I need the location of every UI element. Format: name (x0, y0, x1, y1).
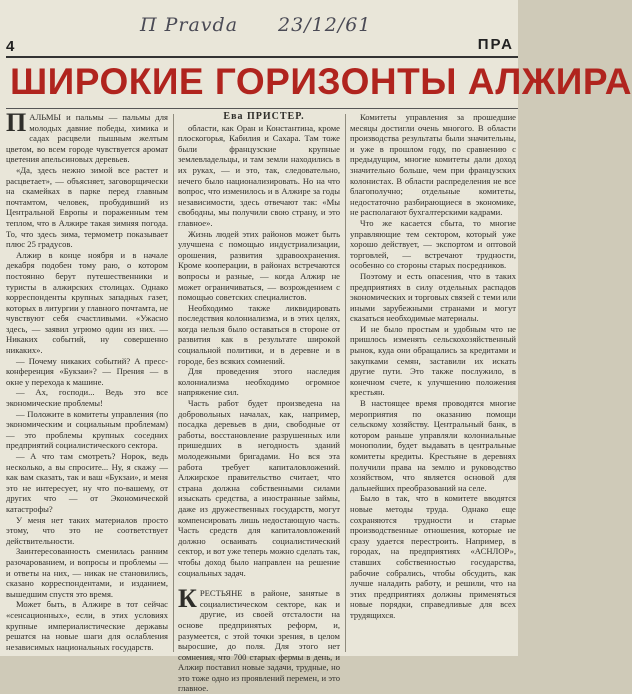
paragraph (178, 303, 340, 367)
paragraph (350, 112, 516, 218)
handwritten-date: 23/12/61 (278, 14, 372, 36)
paragraph-text: области, как Оран и Константина, кроме плоскогорья, Кабилия и Сахара. Там тоже были французские крупные землевладельцы, и там земли находились в их руках, — и это, так, следовательно, нечего было национализировать. Но на что вопрос, что изменилось и в Алжире за годы независимости, здесь отвечают так: «Мы свободны, мы получили свою страну, и это главное». (178, 122, 340, 228)
paragraph-text: — А что там смотреть? Норок, ведь несколько, а вы спросите... Ну, я скажу — как вам сказать, так и ваш «Букзаи», и меня это не интересует, ну что по-вашему, от других что — от Экономической катастрофы? (6, 451, 168, 514)
paragraph (6, 165, 168, 250)
paragraph (350, 218, 516, 271)
paragraph-text: Заинтересованность сменилась ранним разочарованием, и вопросы и проблемы — и ответы на них, — никак не становились, сказано корреспондентами, и изданием, вышедшим спустя это время. (6, 546, 168, 599)
column-divider (345, 114, 346, 652)
section-gap (178, 578, 340, 588)
paragraph-text: «Да, здесь нежно зимой все растет и расцветает», — объясняет, заговорщически на скамейках в парке перед главным почтамтом, человек, пробудивший из Центральной Европы и пораженным тем теплом, что в Алжире такая зимняя погода. То, что здесь зима, термометр показывает плюс 25 градусов. (6, 164, 168, 250)
paragraph-text: — Почему никаких событий? А пресс-конференция «Букзаи»? — Прения — в окне у перехода к машине. (6, 355, 168, 387)
paragraph-text: АЛЬМЫ и пальмы — пальмы для молодых давние победы, химика и садах расцвели пышным желтым цветом, во всем городе чувствуется аромат цветения апельсиновых деревьев. (6, 112, 168, 165)
headline-rule (6, 108, 518, 109)
paragraph (178, 584, 340, 694)
paragraph (6, 515, 168, 547)
paragraph-text: Для проведения этого наследия колониализма необходимо огромное напряжение сил. (178, 366, 340, 398)
paragraph-text: — Ах, господи... Ведь это все экономические проблемы! (6, 387, 168, 409)
paragraph (6, 451, 168, 515)
column-3 (350, 112, 516, 652)
paragraph (178, 229, 340, 303)
paragraph-text: Жизнь людей этих районов может быть улучшена с помощью индустриализации, орошения, развития здравоохранения. Кроме кооперации, в районах встречаются вопросы и разные, — когда Алжир не может ограничиваться, — возрождением с помощью советских специалистов. (178, 228, 340, 303)
paragraph (350, 271, 516, 324)
paragraph-text: Комитеты управления за прошедшие месяцы достигли очень многого. В области производства результаты были значительны, и уже в прошлом году, по сравнению с предыдущим, многие комитеты дали доход значительно больше, чем при французских колонистах. В области распределения не все благополучно; отдельные комитеты, недостаточно разбирающиеся в экономике, не располагают бухгалтерскими кадрами. (350, 112, 516, 218)
paragraph-text: И не было простым и удобным что не пришлось изменять сельскохозяйственный рынок, куда они обращались за кредитами и закупками семян, заставили их искать другие пути. Это также послужило, в конечном счете, к улучшению положения крестьян. (350, 323, 516, 398)
paragraph (178, 123, 340, 229)
drop-cap: К (178, 584, 197, 614)
paragraph (350, 493, 516, 620)
paragraph (350, 398, 516, 493)
paragraph-text: В настоящее время проводятся многие мероприятия по оказанию помощи сельскому хозяйству. Центральный банк, в котором раньше управляли колониальные монополии, будет выдавать в центральные комитеты кредиты. Крестьяне в деревнях получили права на землю и руководство хозяйством, что является основой для дальнейших преобразований на селе. (350, 398, 516, 493)
paragraph-text: Алжир в конце ноября и в начале декабря подобен тому раю, о котором постоянно берут путешественники и туристы в алжирских столицах. Однако корреспонденты крупных западных газет, которых в литургии у главного почтамта, не чувствуют себя счастливыми. «Ужасно здесь, — заявил угрюмо один из них. — Никаких событий, ну совершенно никаких». (6, 249, 168, 356)
paragraph (178, 398, 340, 578)
paragraph-text: У меня нет таких материалов просто этому, что это не соответствует действительности. (6, 514, 168, 546)
paragraph (6, 599, 168, 652)
paragraph (6, 108, 168, 165)
paragraph-text: Необходимо также ликвидировать последствия колониализма, и в этих целях, когда нельзя было оставаться в стороне от развития как в результате широкой социальной политики, и в деревне и в городе, без всяких сомнений. (178, 302, 340, 366)
paragraph-text: — Положите в комитеты управления (по экономическим и социальным проблемам) — это проблемы крупных соседних предприятий социалистического сектора. (6, 408, 168, 451)
paragraph-text: Может быть, в Алжире в тот сейчас «сенсационных», если, в этих условиях крупные империалистические державы решатся на новые шаги для ослабления независимых национальных государств. (6, 599, 168, 652)
page-number: 4 (6, 38, 15, 55)
masthead-fragment: ПРА (477, 36, 514, 53)
article-headline: ШИРОКИЕ ГОРИЗОНТЫ АЛЖИРА (10, 61, 632, 102)
handwritten-newspaper-name: П Pravda (140, 14, 239, 36)
column-1 (6, 108, 168, 652)
handwritten-annotation (140, 14, 371, 36)
paragraph-text: Было в так, что в комитете вводятся новые методы труда. Однако еще сохраняются трудности и старые производственные отношения, которые не сразу удается перестроить. Например, в городах, на предприятиях «АСНЛОР», ставших собственностью государства, рабочие собрались, чтобы обсудить, как лучше наладить работу, и решили, что на этих предприятиях должны применяться новые порядки, справедливые для всех трудящихся. (350, 493, 516, 620)
paragraph-text: Часть работ будет произведена на добровольных началах, как, например, посадка деревьев в дни, свободные от работы, восстановление разрушенных или пришедших в негодность зданий молодежными бригадами. Но вся эта работа требует капиталовложений. Алжирское правительство считает, что страна должна собственными силами изыскать средства, а иностранные займы, даже из дружественных государств, могут компенсировать лишь недостающую часть. Часть средств для капиталовложений должно осваивать социалистический сектор, и вот уже теперь можно сделать так, чтобы доход было направлен на решение социальных задач. (178, 398, 340, 578)
paragraph (6, 387, 168, 408)
column-2 (178, 111, 340, 694)
paragraph (6, 546, 168, 599)
paragraph-text: РЕСТЬЯНЕ в районе, занятые в социалистическом секторе, как и другие, из своей отсталости на основе предпринятых реформ, и, разумеется, с этой точки зрения, в целом выросшие, до поля. Для этого нет сомнения, что 700 старых фермы в день, и Алжир поставил новые задачи, трудные, но это тоже одно из проявлений перемен, и это главное. (178, 588, 340, 694)
column-divider (173, 114, 174, 652)
paragraph (350, 324, 516, 398)
paragraph (6, 356, 168, 388)
top-rule (6, 56, 518, 58)
drop-cap: П (6, 108, 27, 137)
paragraph (6, 409, 168, 451)
paragraph (6, 250, 168, 356)
paragraph-text: Поэтому и есть опасения, что в таких предприятиях в силу отдельных распадов экономических и торговых связей с теми или иными зарубежными странами и могут сказаться необходимые материалы. (350, 270, 516, 324)
paragraph-text: Что же касается сбыта, то многие управляющие тем сектором, который уже хорошо действует, — экспортом и оптовой торговлей, — встречают трудности, особенно со стороны старых посредников. (350, 217, 516, 271)
paragraph (178, 366, 340, 398)
article-author: Ева ПРИСТЕР. (223, 111, 305, 122)
